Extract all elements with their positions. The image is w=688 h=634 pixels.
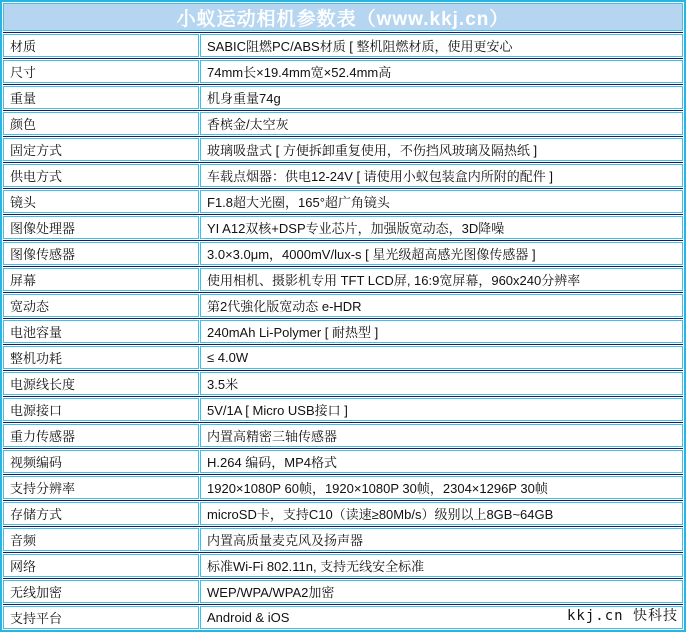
row-value: F1.8超大光圈，165°超广角镜头	[200, 190, 683, 213]
row-value: 3.0×3.0μm，4000mV/lux-s [ 星光级超高感光图像传感器 ]	[200, 242, 683, 265]
row-divider	[3, 396, 683, 397]
row-label: 屏幕	[3, 268, 199, 291]
table-row	[3, 138, 683, 161]
row-value: microSD卡，支持C10（读速≥80Mb/s）级别以上8GB~64GB	[200, 502, 683, 525]
row-label: 视频编码	[3, 450, 199, 473]
row-label: 镜头	[3, 190, 199, 213]
table-row	[3, 554, 683, 577]
row-divider	[3, 188, 683, 189]
row-label: 尺寸	[3, 60, 199, 83]
row-value: Android & iOS	[200, 606, 683, 629]
row-value: YI A12双核+DSP专业芯片，加强版宽动态，3D降噪	[200, 216, 683, 239]
table-row	[3, 34, 683, 57]
table-row	[3, 190, 683, 213]
row-value: 车载点烟器：供电12-24V [ 请使用小蚁包装盒内所附的配件 ]	[200, 164, 683, 187]
row-divider	[3, 552, 683, 553]
table-row	[3, 346, 683, 369]
row-label: 支持分辨率	[3, 476, 199, 499]
row-divider	[3, 344, 683, 345]
row-divider	[3, 110, 683, 111]
row-divider	[3, 604, 683, 605]
row-value: ≤ 4.0W	[200, 346, 683, 369]
row-value: 1920×1080P 60帧，1920×1080P 30帧，2304×1296P 30帧	[200, 476, 683, 499]
row-value: WEP/WPA/WPA2加密	[200, 580, 683, 603]
row-value: 香槟金/太空灰	[200, 112, 683, 135]
row-divider	[3, 58, 683, 59]
row-label: 宽动态	[3, 294, 199, 317]
row-value: SABIC阻燃PC/ABS材质 [ 整机阻燃材质，使用更安心	[200, 34, 683, 57]
row-label: 无线加密	[3, 580, 199, 603]
table-row	[3, 580, 683, 603]
row-divider	[3, 318, 683, 319]
row-label: 重力传感器	[3, 424, 199, 447]
row-divider	[3, 266, 683, 267]
row-value: 标准Wi-Fi 802.11n, 支持无线安全标准	[200, 554, 683, 577]
row-divider	[3, 448, 683, 449]
row-value: 玻璃吸盘式 [ 方便拆卸重复使用，不伤挡风玻璃及隔热纸 ]	[200, 138, 683, 161]
table-body	[3, 32, 683, 629]
row-value: 使用相机、摄影机专用 TFT LCD屏, 16:9宽屏幕，960x240分辨率	[200, 268, 683, 291]
row-label: 电源线长度	[3, 372, 199, 395]
row-label: 网络	[3, 554, 199, 577]
row-value: 3.5米	[200, 372, 683, 395]
table-row	[3, 268, 683, 291]
table-row	[3, 476, 683, 499]
row-divider	[3, 240, 683, 241]
row-label: 支持平台	[3, 606, 199, 629]
row-label: 整机功耗	[3, 346, 199, 369]
table-row	[3, 112, 683, 135]
row-label: 材质	[3, 34, 199, 57]
row-label: 供电方式	[3, 164, 199, 187]
row-divider	[3, 370, 683, 371]
table-row	[3, 450, 683, 473]
row-value: 74mm长×19.4mm宽×52.4mm高	[200, 60, 683, 83]
row-value: 5V/1A [ Micro USB接口 ]	[200, 398, 683, 421]
table-row	[3, 502, 683, 525]
row-label: 电源接口	[3, 398, 199, 421]
row-label: 电池容量	[3, 320, 199, 343]
table-row	[3, 398, 683, 421]
row-value: 第2代強化版宽动态 e-HDR	[200, 294, 683, 317]
row-divider	[3, 292, 683, 293]
table-row	[3, 242, 683, 265]
table-row	[3, 294, 683, 317]
table-row	[3, 216, 683, 239]
row-divider	[3, 162, 683, 163]
table-title: 小蚁运动相机参数表（www.kkj.cn）	[3, 3, 683, 31]
table-row	[3, 60, 683, 83]
row-divider	[3, 84, 683, 85]
row-value: H.264 编码，MP4格式	[200, 450, 683, 473]
row-value: 内置高精密三轴传感器	[200, 424, 683, 447]
row-divider	[3, 526, 683, 527]
row-divider	[3, 474, 683, 475]
row-value: 机身重量74g	[200, 86, 683, 109]
row-divider	[3, 32, 683, 33]
table-row	[3, 424, 683, 447]
site-watermark: kkj.cn 快科技	[566, 608, 678, 624]
row-label: 图像传感器	[3, 242, 199, 265]
row-divider	[3, 422, 683, 423]
table-row	[3, 606, 683, 629]
row-label: 存储方式	[3, 502, 199, 525]
row-divider	[3, 136, 683, 137]
row-value: 240mAh Li-Polymer [ 耐热型 ]	[200, 320, 683, 343]
row-divider	[3, 214, 683, 215]
row-value: 内置高质量麦克风及扬声器	[200, 528, 683, 551]
row-divider	[3, 500, 683, 501]
row-label: 颜色	[3, 112, 199, 135]
table-row	[3, 372, 683, 395]
table-row	[3, 528, 683, 551]
row-label: 音频	[3, 528, 199, 551]
row-divider	[3, 578, 683, 579]
table-row	[3, 164, 683, 187]
row-label: 重量	[3, 86, 199, 109]
table-row	[3, 86, 683, 109]
table-row	[3, 320, 683, 343]
row-label: 固定方式	[3, 138, 199, 161]
row-label: 图像处理器	[3, 216, 199, 239]
